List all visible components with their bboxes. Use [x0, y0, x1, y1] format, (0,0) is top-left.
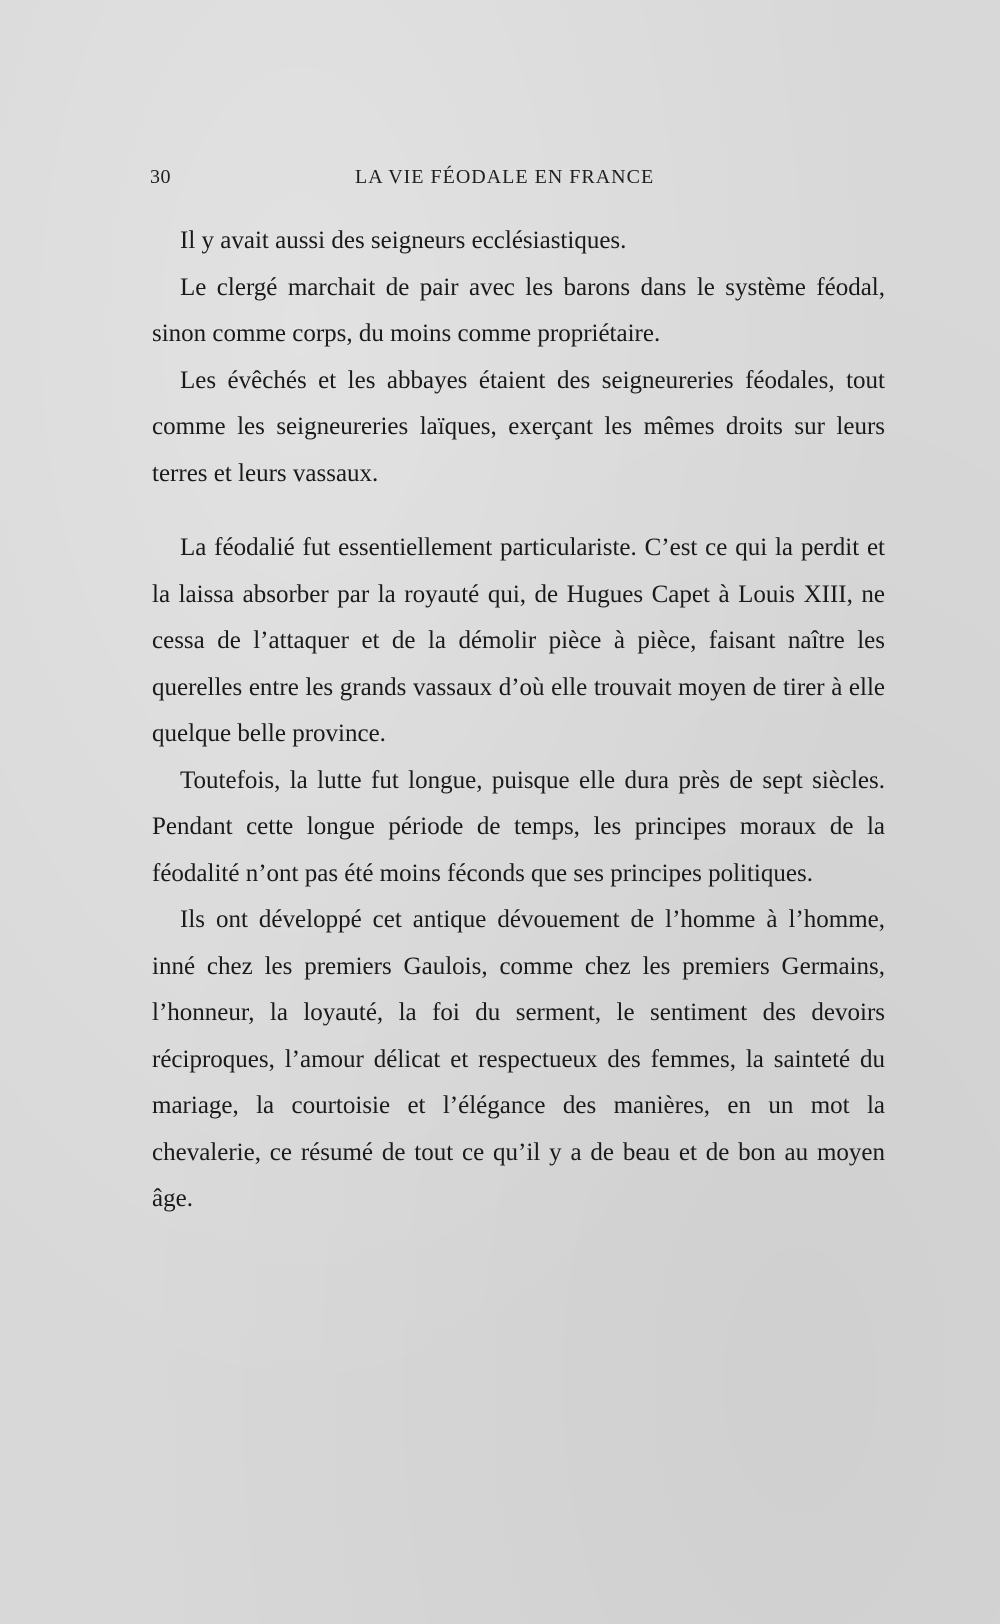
page-number: 30: [150, 166, 171, 188]
paragraph: Ils ont développé cet antique dévouement de l’homme à l’homme, inné chez les premiers Gaulois, comme chez les premiers Germains, l’honneur, la loyauté, la foi du serment, le sentiment des devoirs réciproques, l’amour délicat et respectueux des femmes, la sainteté du mariage, la courtoisie et l’élégance des manières, en un mot la chevalerie, ce résumé de tout ce qu’il y a de beau et de bon au moyen âge.: [152, 906, 885, 1212]
paragraph: Toutefois, la lutte fut longue, puisque elle dura près de sept siècles. Pendant cette longue période de temps, les principes moraux de la féodalité n’ont pas été moins féconds que ses principes politiques.: [152, 766, 885, 887]
body-text: [152, 218, 885, 1223]
paragraph: La féodalié fut essentiellement particulariste. C’est ce qui la perdit et la laissa absorber par la royauté qui, de Hugues Capet à Louis XIII, ne cessa de l’attaquer et de la démolir pièce à pièce, faisant naître les querelles entre les grands vassaux d’où elle trouvait moyen de tirer à elle quelque belle province.: [152, 534, 885, 747]
paragraph: Le clergé marchait de pair avec les barons dans le système féodal, sinon comme corps, du moins comme propriétaire.: [152, 273, 885, 347]
paragraph: Les évêchés et les abbayes étaient des seigneureries féodales, tout comme les seigneureries laïques, exerçant les mêmes droits sur leurs terres et leurs vassaux.: [152, 366, 885, 487]
page-header: [150, 166, 670, 196]
paragraph: Il y avait aussi des seigneurs ecclésiastiques.: [180, 227, 627, 254]
running-title: LA VIE FÉODALE EN FRANCE: [355, 166, 655, 188]
